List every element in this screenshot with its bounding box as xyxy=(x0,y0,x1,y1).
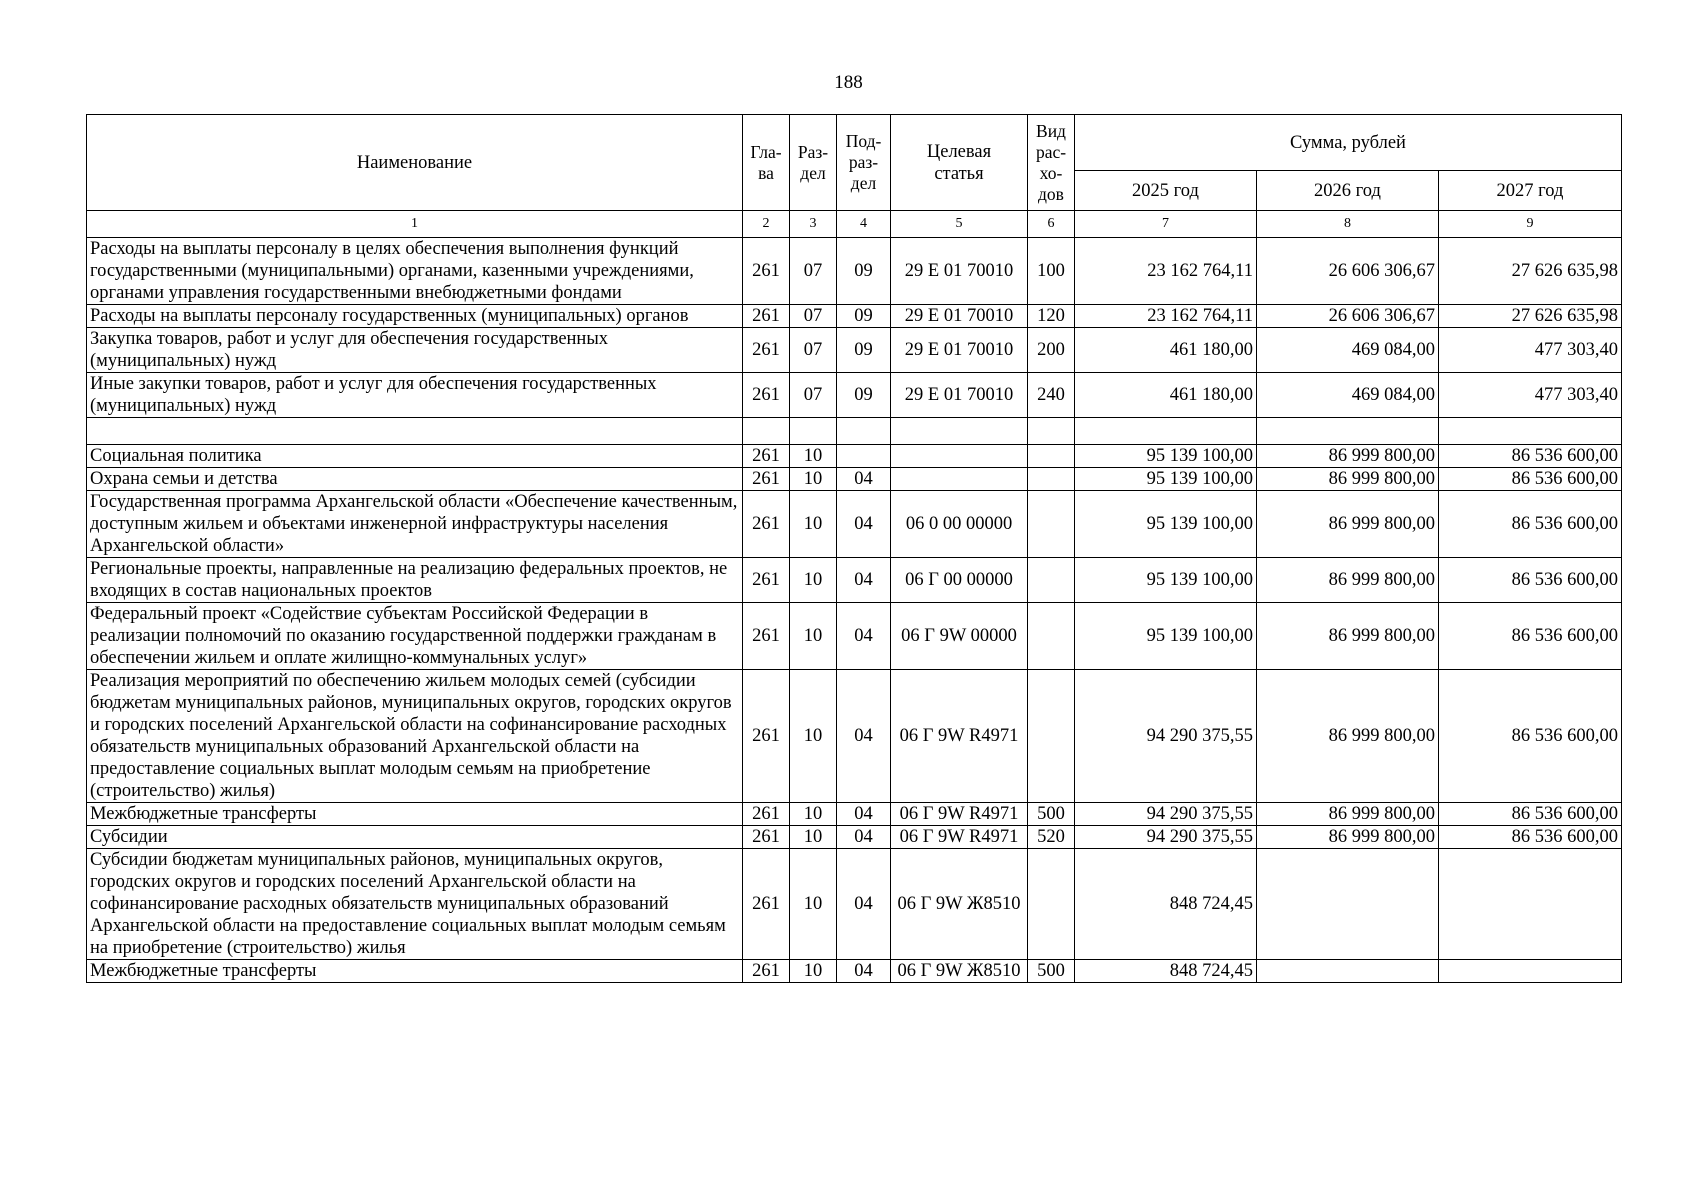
table-row xyxy=(87,445,1622,468)
row-sum-2027: 86 536 600,00 xyxy=(1439,803,1622,826)
row-sum-2025: 23 162 764,11 xyxy=(1075,238,1257,305)
row-chapter: 261 xyxy=(743,305,790,328)
empty-cell xyxy=(891,418,1028,445)
row-sum-2025: 461 180,00 xyxy=(1075,328,1257,373)
header-name: Наименование xyxy=(87,115,743,211)
row-chapter: 261 xyxy=(743,826,790,849)
empty-cell xyxy=(87,418,743,445)
row-section: 10 xyxy=(790,468,837,491)
row-expense-type: 100 xyxy=(1028,238,1075,305)
row-sum-2026: 86 999 800,00 xyxy=(1257,445,1439,468)
row-section: 10 xyxy=(790,803,837,826)
budget-table xyxy=(86,114,1622,983)
row-target-article: 06 Г 9W Ж8510 xyxy=(891,960,1028,983)
row-name: Межбюджетные трансферты xyxy=(87,960,743,983)
row-chapter: 261 xyxy=(743,803,790,826)
row-sum-2026 xyxy=(1257,849,1439,960)
row-subsection: 04 xyxy=(837,803,891,826)
row-chapter: 261 xyxy=(743,328,790,373)
row-section: 07 xyxy=(790,373,837,418)
row-subsection: 04 xyxy=(837,558,891,603)
row-expense-type xyxy=(1028,670,1075,803)
row-target-article xyxy=(891,468,1028,491)
table-row xyxy=(87,238,1622,305)
table-row xyxy=(87,803,1622,826)
row-sum-2027: 86 536 600,00 xyxy=(1439,603,1622,670)
empty-cell xyxy=(1075,418,1257,445)
table-row xyxy=(87,558,1622,603)
row-sum-2026: 86 999 800,00 xyxy=(1257,603,1439,670)
table-row xyxy=(87,826,1622,849)
table-row xyxy=(87,603,1622,670)
row-target-article: 29 Е 01 70010 xyxy=(891,373,1028,418)
row-name: Расходы на выплаты персоналу в целях обеспечения выполнения функций государственными (муниципальными) органами, казенными учреждениями, органами управления государственными внебюджетными фондами xyxy=(87,238,743,305)
row-target-article: 06 Г 9W R4971 xyxy=(891,803,1028,826)
table-row xyxy=(87,849,1622,960)
row-sum-2027 xyxy=(1439,960,1622,983)
row-name: Государственная программа Архангельской области «Обеспечение качественным, доступным жильем и объектами инженерной инфраструктуры населения Архангельской области» xyxy=(87,491,743,558)
empty-cell xyxy=(743,418,790,445)
table-row xyxy=(87,468,1622,491)
row-subsection xyxy=(837,445,891,468)
table-row xyxy=(87,305,1622,328)
row-sum-2027: 86 536 600,00 xyxy=(1439,445,1622,468)
row-name: Охрана семьи и детства xyxy=(87,468,743,491)
row-chapter: 261 xyxy=(743,670,790,803)
row-chapter: 261 xyxy=(743,445,790,468)
row-target-article: 06 Г 00 00000 xyxy=(891,558,1028,603)
row-chapter: 261 xyxy=(743,373,790,418)
row-target-article: 29 Е 01 70010 xyxy=(891,238,1028,305)
row-sum-2027: 477 303,40 xyxy=(1439,373,1622,418)
row-name: Закупка товаров, работ и услуг для обеспечения государственных (муниципальных) нужд xyxy=(87,328,743,373)
row-target-article: 06 Г 9W R4971 xyxy=(891,826,1028,849)
row-expense-type xyxy=(1028,491,1075,558)
row-target-article: 06 Г 9W Ж8510 xyxy=(891,849,1028,960)
row-name: Социальная политика xyxy=(87,445,743,468)
row-expense-type xyxy=(1028,849,1075,960)
row-subsection: 04 xyxy=(837,826,891,849)
row-sum-2025: 94 290 375,55 xyxy=(1075,670,1257,803)
row-name: Федеральный проект «Содействие субъектам Российской Федерации в реализации полномочий по оказанию государственной поддержки гражданам в обеспечении жильем и оплате жилищно-коммунальных услуг» xyxy=(87,603,743,670)
column-number: 5 xyxy=(891,211,1028,238)
row-target-article: 29 Е 01 70010 xyxy=(891,328,1028,373)
row-chapter: 261 xyxy=(743,491,790,558)
row-chapter: 261 xyxy=(743,558,790,603)
column-number: 6 xyxy=(1028,211,1075,238)
row-name: Иные закупки товаров, работ и услуг для обеспечения государственных (муниципальных) нужд xyxy=(87,373,743,418)
row-target-article: 06 Г 9W R4971 xyxy=(891,670,1028,803)
header-expense-type: Вид рас- хо- дов xyxy=(1028,115,1075,211)
row-sum-2027: 27 626 635,98 xyxy=(1439,305,1622,328)
row-subsection: 09 xyxy=(837,373,891,418)
page-number: 188 xyxy=(834,72,863,93)
row-sum-2027: 86 536 600,00 xyxy=(1439,670,1622,803)
row-section: 10 xyxy=(790,670,837,803)
row-section: 10 xyxy=(790,826,837,849)
header-year-2025: 2025 год xyxy=(1075,171,1257,211)
row-sum-2026: 26 606 306,67 xyxy=(1257,305,1439,328)
row-sum-2025: 95 139 100,00 xyxy=(1075,558,1257,603)
row-sum-2026: 86 999 800,00 xyxy=(1257,491,1439,558)
row-subsection: 09 xyxy=(837,305,891,328)
row-subsection: 09 xyxy=(837,238,891,305)
column-number: 7 xyxy=(1075,211,1257,238)
blank-row xyxy=(87,418,1622,445)
table-row xyxy=(87,491,1622,558)
table-row xyxy=(87,373,1622,418)
row-sum-2026: 26 606 306,67 xyxy=(1257,238,1439,305)
row-section: 10 xyxy=(790,849,837,960)
row-sum-2027: 86 536 600,00 xyxy=(1439,826,1622,849)
row-subsection: 04 xyxy=(837,491,891,558)
row-section: 07 xyxy=(790,328,837,373)
table-row xyxy=(87,960,1622,983)
row-sum-2026: 86 999 800,00 xyxy=(1257,468,1439,491)
row-section: 10 xyxy=(790,491,837,558)
row-section: 07 xyxy=(790,305,837,328)
row-sum-2025: 848 724,45 xyxy=(1075,849,1257,960)
row-chapter: 261 xyxy=(743,468,790,491)
row-sum-2026: 469 084,00 xyxy=(1257,328,1439,373)
row-sum-2027: 86 536 600,00 xyxy=(1439,558,1622,603)
row-section: 10 xyxy=(790,558,837,603)
row-chapter: 261 xyxy=(743,238,790,305)
header-target-article: Целевая статья xyxy=(891,115,1028,211)
header-section: Раз- дел xyxy=(790,115,837,211)
row-sum-2026: 86 999 800,00 xyxy=(1257,803,1439,826)
table-row xyxy=(87,670,1622,803)
header-subsection: Под- раз- дел xyxy=(837,115,891,211)
row-name: Реализация мероприятий по обеспечению жильем молодых семей (субсидии бюджетам муниципальных районов, муниципальных округов, городских округов и городских поселений Архангельской области на софинансирование расходных обязательств муниципальных образований Архангельской области на предоставление социальных выплат молодым семьям на приобретение (строительство) жилья) xyxy=(87,670,743,803)
row-name: Субсидии бюджетам муниципальных районов, муниципальных округов, городских округов и городских поселений Архангельской области на софинансирование расходных обязательств муниципальных образований Архангельской области на предоставление социальных выплат молодым семьям на приобретение (строительство) жилья xyxy=(87,849,743,960)
row-sum-2025: 94 290 375,55 xyxy=(1075,803,1257,826)
row-chapter: 261 xyxy=(743,849,790,960)
row-sum-2027: 27 626 635,98 xyxy=(1439,238,1622,305)
row-name: Расходы на выплаты персоналу государственных (муниципальных) органов xyxy=(87,305,743,328)
column-number: 4 xyxy=(837,211,891,238)
column-number: 3 xyxy=(790,211,837,238)
empty-cell xyxy=(1028,418,1075,445)
row-sum-2026 xyxy=(1257,960,1439,983)
row-sum-2026: 86 999 800,00 xyxy=(1257,826,1439,849)
row-expense-type: 120 xyxy=(1028,305,1075,328)
row-target-article xyxy=(891,445,1028,468)
row-sum-2026: 86 999 800,00 xyxy=(1257,558,1439,603)
row-sum-2025: 95 139 100,00 xyxy=(1075,491,1257,558)
table-body xyxy=(87,238,1622,983)
column-number: 9 xyxy=(1439,211,1622,238)
row-expense-type: 500 xyxy=(1028,960,1075,983)
row-expense-type xyxy=(1028,558,1075,603)
row-chapter: 261 xyxy=(743,603,790,670)
row-expense-type xyxy=(1028,445,1075,468)
row-sum-2025: 461 180,00 xyxy=(1075,373,1257,418)
row-name: Субсидии xyxy=(87,826,743,849)
row-section: 10 xyxy=(790,445,837,468)
row-name: Межбюджетные трансферты xyxy=(87,803,743,826)
row-target-article: 06 0 00 00000 xyxy=(891,491,1028,558)
row-sum-2027: 477 303,40 xyxy=(1439,328,1622,373)
row-sum-2025: 95 139 100,00 xyxy=(1075,445,1257,468)
row-subsection: 04 xyxy=(837,960,891,983)
header-year-2027: 2027 год xyxy=(1439,171,1622,211)
row-chapter: 261 xyxy=(743,960,790,983)
row-sum-2026: 86 999 800,00 xyxy=(1257,670,1439,803)
row-section: 10 xyxy=(790,960,837,983)
row-sum-2026: 469 084,00 xyxy=(1257,373,1439,418)
row-subsection: 04 xyxy=(837,670,891,803)
row-sum-2025: 94 290 375,55 xyxy=(1075,826,1257,849)
row-sum-2025: 95 139 100,00 xyxy=(1075,468,1257,491)
row-expense-type: 500 xyxy=(1028,803,1075,826)
row-expense-type: 520 xyxy=(1028,826,1075,849)
row-sum-2027: 86 536 600,00 xyxy=(1439,468,1622,491)
row-expense-type: 200 xyxy=(1028,328,1075,373)
row-subsection: 04 xyxy=(837,603,891,670)
row-sum-2025: 848 724,45 xyxy=(1075,960,1257,983)
row-expense-type: 240 xyxy=(1028,373,1075,418)
row-subsection: 04 xyxy=(837,849,891,960)
row-target-article: 29 Е 01 70010 xyxy=(891,305,1028,328)
table-header xyxy=(87,115,1622,238)
header-year-2026: 2026 год xyxy=(1257,171,1439,211)
empty-cell xyxy=(790,418,837,445)
column-numbers-row xyxy=(87,211,1622,238)
row-subsection: 04 xyxy=(837,468,891,491)
row-section: 10 xyxy=(790,603,837,670)
row-subsection: 09 xyxy=(837,328,891,373)
column-number: 8 xyxy=(1257,211,1439,238)
row-section: 07 xyxy=(790,238,837,305)
row-sum-2025: 23 162 764,11 xyxy=(1075,305,1257,328)
empty-cell xyxy=(1257,418,1439,445)
row-sum-2025: 95 139 100,00 xyxy=(1075,603,1257,670)
row-sum-2027 xyxy=(1439,849,1622,960)
header-sum-group: Сумма, рублей xyxy=(1075,115,1622,171)
row-name: Региональные проекты, направленные на реализацию федеральных проектов, не входящих в состав национальных проектов xyxy=(87,558,743,603)
empty-cell xyxy=(1439,418,1622,445)
empty-cell xyxy=(837,418,891,445)
column-number: 1 xyxy=(87,211,743,238)
column-number: 2 xyxy=(743,211,790,238)
row-target-article: 06 Г 9W 00000 xyxy=(891,603,1028,670)
header-chapter: Гла- ва xyxy=(743,115,790,211)
table-row xyxy=(87,328,1622,373)
row-sum-2027: 86 536 600,00 xyxy=(1439,491,1622,558)
row-expense-type xyxy=(1028,603,1075,670)
row-expense-type xyxy=(1028,468,1075,491)
